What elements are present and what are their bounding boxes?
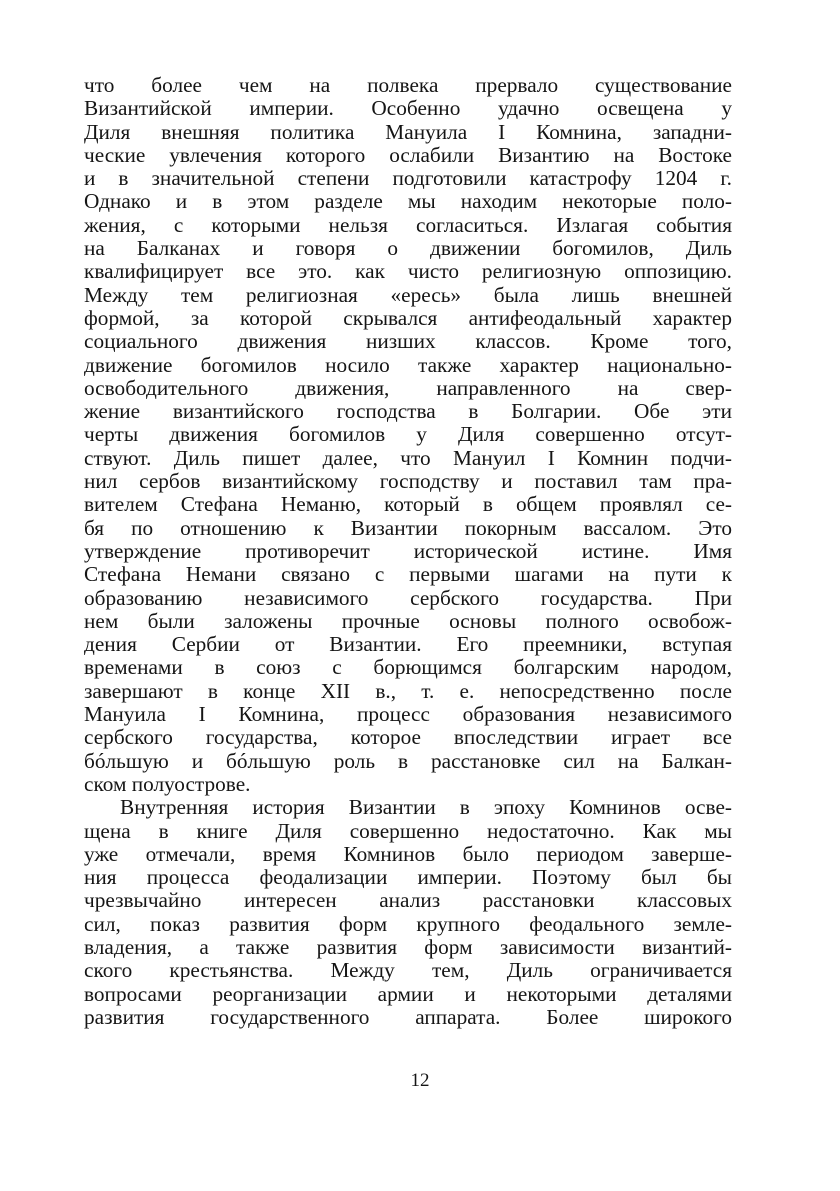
text-line: нил сербов византийскому господству и поставил там пра- [84,469,732,494]
text-line: сил, показ развития форм крупного феодального земле- [84,911,732,936]
text-line: бóльшую и бóльшую роль в расстановке сил на Балкан- [84,748,732,773]
text-line: утверждение противоречит исторической истине. Имя [84,538,732,563]
text-line: освободительного движения, направленного на свер- [84,375,732,400]
text-line: движение богомилов носило также характер национально- [84,352,732,377]
text-line: ческие увлечения которого ослабили Византию на Востоке [84,142,732,167]
text-line: вопросами реорганизации армии и некоторыми деталями [84,981,732,1006]
text-line: черты движения богомилов у Диля совершенно отсут- [84,422,732,447]
text-line: Внутренняя история Византии в эпоху Комнинов осве- [120,795,732,820]
text-line: владения, а также развития форм зависимости византий- [84,934,732,959]
text-line: чрезвычайно интересен анализ расстановки классовых [84,888,732,913]
text-line: нем были заложены прочные основы полного освобож- [84,608,732,633]
text-line: формой, за которой скрывался антифеодальный характер [84,305,732,330]
text-line: уже отмечали, время Комнинов было периодом заверше- [84,841,732,866]
text-line: Диля внешняя политика Мануила I Комнина, западни- [84,119,732,144]
text-line: Между тем религиозная «ересь» была лишь внешней [84,282,732,307]
text-line: ского крестьянства. Между тем, Диль ограничивается [84,958,732,983]
text-line: квалифицирует все это. как чисто религиозную оппозицию. [84,259,732,284]
text-line: что более чем на полвека прервало существование [84,73,732,97]
text-line: жение византийского господства в Болгарии. Обе эти [84,399,732,424]
text-line: завершают в конце XII в., т. е. непосредственно после [84,678,732,703]
text-line: Византийской империи. Особенно удачно освещена у [84,96,732,121]
text-line: и в значительной степени подготовили катастрофу 1204 г. [84,166,732,191]
text-line: вителем Стефана Неманю, который в общем проявлял се- [84,492,732,517]
text-line: временами в союз с борющимся болгарским народом, [84,655,732,680]
text-line: Стефана Немани связано с первыми шагами на пути к [84,562,732,587]
text-line: ния процесса феодализации империи. Поэтому был бы [84,865,732,890]
page-body-text [84,74,732,1029]
text-line: жения, с которыми нельзя согласиться. Излагая события [84,212,732,237]
text-line: на Балканах и говоря о движении богомилов, Диль [84,236,732,261]
text-line: Однако и в этом разделе мы находим некоторые поло- [84,189,732,214]
text-line: Мануила I Комнина, процесс образования независимого [84,702,732,727]
text-line: образованию независимого сербского государства. При [84,585,732,610]
page-number: 12 [410,1070,430,1091]
paragraph-2 [84,796,732,1029]
text-line: социального движения низших классов. Кроме того, [84,329,732,354]
text-line: дения Сербии от Византии. Его преемники, вступая [84,632,732,657]
text-line: ском полуострове. [84,771,251,796]
text-line: щена в книге Диля совершенно недостаточно. Как мы [84,818,732,843]
text-line: бя по отношению к Византии покорным вассалом. Это [84,515,732,540]
paragraph-1 [84,74,732,796]
text-line: развития государственного аппарата. Более широкого [84,1004,732,1029]
text-line: ствуют. Диль пишет далее, что Мануил I Комнин подчи- [84,445,732,470]
text-line: сербского государства, которое впоследствии играет все [84,725,732,750]
